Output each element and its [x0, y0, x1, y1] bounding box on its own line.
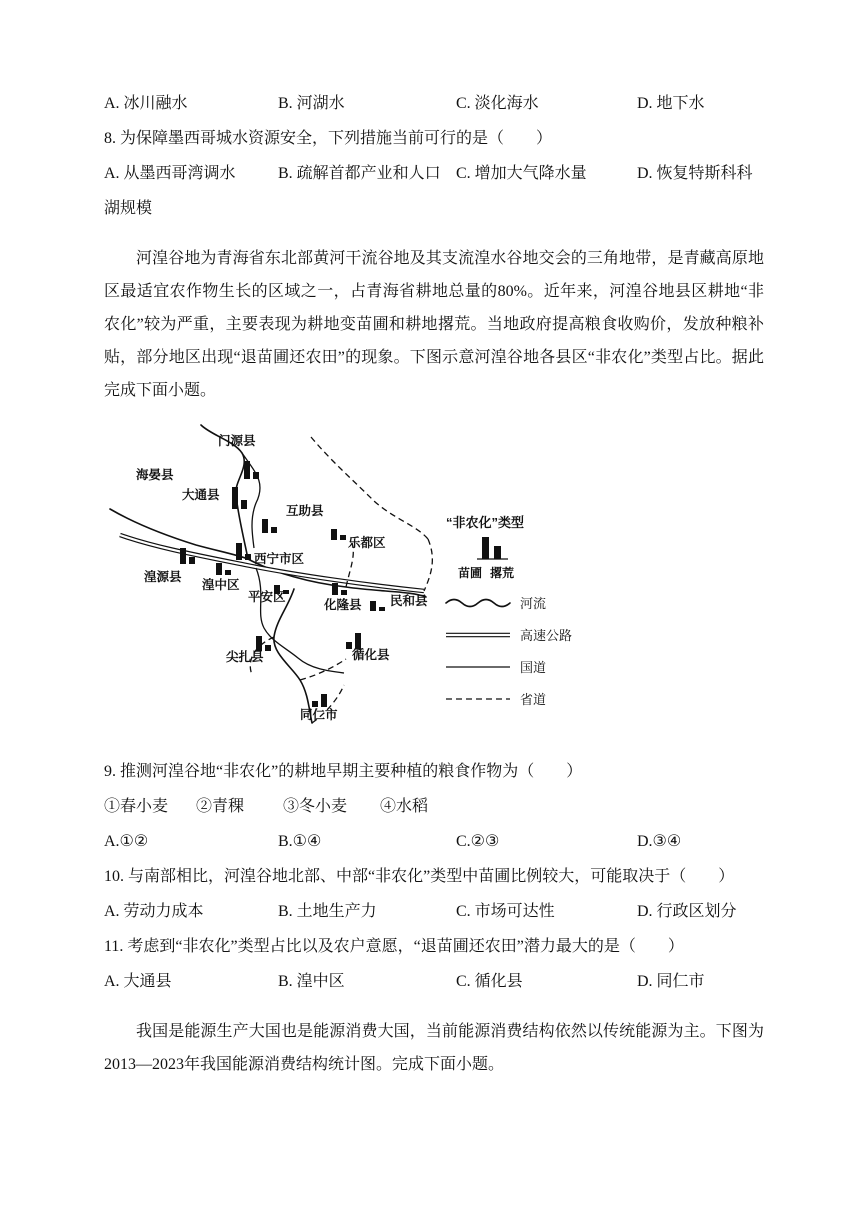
option-c: C. 淡化海水: [456, 95, 539, 112]
county-label: 民和县: [390, 594, 428, 608]
county-label: 大通县: [182, 488, 220, 502]
hehuang-map-figure: [106, 423, 764, 748]
nonfarm-ratio-bar: [244, 461, 250, 479]
county-label: 平安区: [248, 590, 286, 604]
national-road-south: [256, 568, 344, 673]
nonfarm-ratio-bar: [256, 636, 262, 651]
option-d: D. 恢复特斯科科: [637, 165, 753, 182]
provincial-road-e: [424, 539, 432, 591]
question-8-options: [104, 156, 764, 191]
question-8-option-d-overflow: 湖规模: [104, 200, 153, 217]
option-c: C. 市场可达性: [456, 903, 555, 920]
option-b: B. 土地生产力: [278, 903, 377, 920]
option-d: D. 行政区划分: [637, 903, 737, 920]
river-south-branch: [274, 589, 312, 723]
county-label: 化隆县: [324, 598, 362, 612]
item-1: ①春小麦: [104, 798, 169, 815]
legend-river-symbol: [446, 600, 510, 607]
question-11-options: [104, 964, 764, 999]
option-b: B. 河湖水: [278, 95, 345, 112]
option-a: A. 劳动力成本: [104, 903, 204, 920]
question-10-stem: 10. 与南部相比，河湟谷地北部、中部“非农化”类型中苗圃比例较大，可能取决于（ ）: [104, 868, 735, 885]
county-label: 湟中区: [202, 578, 240, 592]
option-c: C. 循化县: [456, 973, 523, 990]
county-label: 同仁市: [300, 708, 338, 722]
legend-nursery-bar: [482, 537, 489, 559]
legend-abandoned-label: 撂荒: [490, 566, 515, 580]
nonfarm-ratio-bar: [312, 701, 318, 707]
nonfarm-ratio-bar: [253, 472, 259, 479]
nonfarm-ratio-bar: [271, 527, 277, 533]
map-legend: [446, 515, 572, 707]
county-marks: [136, 433, 428, 722]
option-c: C.②③: [456, 833, 500, 850]
legend-nursery-label: 苗圃: [458, 566, 483, 580]
nonfarm-ratio-bar: [332, 583, 338, 595]
nonfarm-ratio-bar: [340, 535, 346, 540]
option-a: A.①②: [104, 833, 149, 850]
item-4: ④水稻: [380, 798, 429, 815]
option-d: D. 同仁市: [637, 973, 705, 990]
option-b: B.①④: [278, 833, 322, 850]
question-9-stem: 9. 推测河湟谷地“非农化”的耕地早期主要种植的粮食作物为（ ）: [104, 763, 583, 780]
nonfarm-ratio-bar: [241, 500, 247, 509]
legend-provincial-road-label: 省道: [520, 692, 547, 707]
nonfarm-ratio-bar: [379, 607, 385, 611]
nonfarm-ratio-bar: [180, 548, 186, 564]
option-d: D. 地下水: [637, 95, 705, 112]
question-11-stem: 11. 考虑到“非农化”类型占比以及农户意愿，“退苗圃还农田”潜力最大的是（ ）: [104, 938, 684, 955]
nonfarm-ratio-bar: [341, 590, 347, 595]
nonfarm-ratio-bar: [236, 543, 242, 560]
county-label: 湟源县: [144, 570, 182, 584]
hehuang-passage: 河湟谷地为青海省东北部黄河干流谷地及其支流湟水谷地交会的三角地带，是青藏高原地区最适宜农作物生长的区域之一，占青海省耕地总量的80%。近年来，河湟谷地县区耕地“非农化”较为严重，主要表现为耕地变苗圃和耕地撂荒。当地政府提高粮食收购价，发放种粮补贴，部分地区出现“退苗圃还农田”的现象。下图示意河湟谷地各县区“非农化”类型占比。据此完成下面小题。: [104, 250, 764, 399]
option-d: D.③④: [637, 833, 682, 850]
county-label: 西宁市区: [254, 552, 305, 566]
nonfarm-ratio-bar: [216, 563, 222, 575]
item-3: ③冬小麦: [283, 798, 348, 815]
energy-passage: 我国是能源生产大国也是能源消费大国，当前能源消费结构依然以传统能源为主。下图为2013—2023年我国能源消费结构统计图。完成下面小题。: [104, 1023, 764, 1073]
hehuang-map: [106, 423, 586, 743]
nonfarm-ratio-bar: [232, 487, 238, 509]
county-label: 门源县: [218, 434, 256, 448]
question-10-options: [104, 894, 764, 929]
legend-river-label: 河流: [520, 596, 547, 611]
nonfarm-ratio-bar: [189, 557, 195, 564]
nonfarm-ratio-bar: [245, 554, 251, 560]
nonfarm-ratio-bar: [321, 694, 327, 707]
legend-expressway-label: 高速公路: [520, 628, 573, 643]
legend-national-road-label: 国道: [520, 660, 547, 675]
question-7-options: [104, 86, 764, 121]
question-8-stem: 8. 为保障墨西哥城水资源安全，下列措施当前可行的是（ ）: [104, 130, 553, 147]
county-label: 海晏县: [136, 468, 174, 482]
nonfarm-ratio-bar: [265, 645, 271, 651]
option-b: B. 湟中区: [278, 973, 345, 990]
county-label: 乐都区: [348, 536, 386, 550]
item-2: ②青稞: [196, 798, 245, 815]
question-9-options: [104, 824, 764, 859]
nonfarm-ratio-bar: [225, 570, 231, 575]
nonfarm-ratio-bar: [262, 519, 268, 533]
option-a: A. 冰川融水: [104, 95, 188, 112]
option-a: A. 从墨西哥湾调水: [104, 165, 236, 182]
county-label: 循化县: [352, 648, 390, 662]
option-a: A. 大通县: [104, 973, 172, 990]
nonfarm-ratio-bar: [331, 529, 337, 540]
county-label: 互助县: [286, 504, 324, 518]
option-c: C. 增加大气降水量: [456, 165, 587, 182]
nonfarm-ratio-bar: [370, 601, 376, 611]
nonfarm-ratio-bar: [355, 633, 361, 649]
county-label: 尖扎县: [226, 650, 264, 664]
legend-abandoned-bar: [494, 546, 501, 559]
provincial-road-ne: [311, 437, 428, 539]
legend-title: “非农化”类型: [446, 515, 525, 530]
option-b: B. 疏解首都产业和人口: [278, 165, 441, 182]
question-9-items: [104, 789, 764, 824]
